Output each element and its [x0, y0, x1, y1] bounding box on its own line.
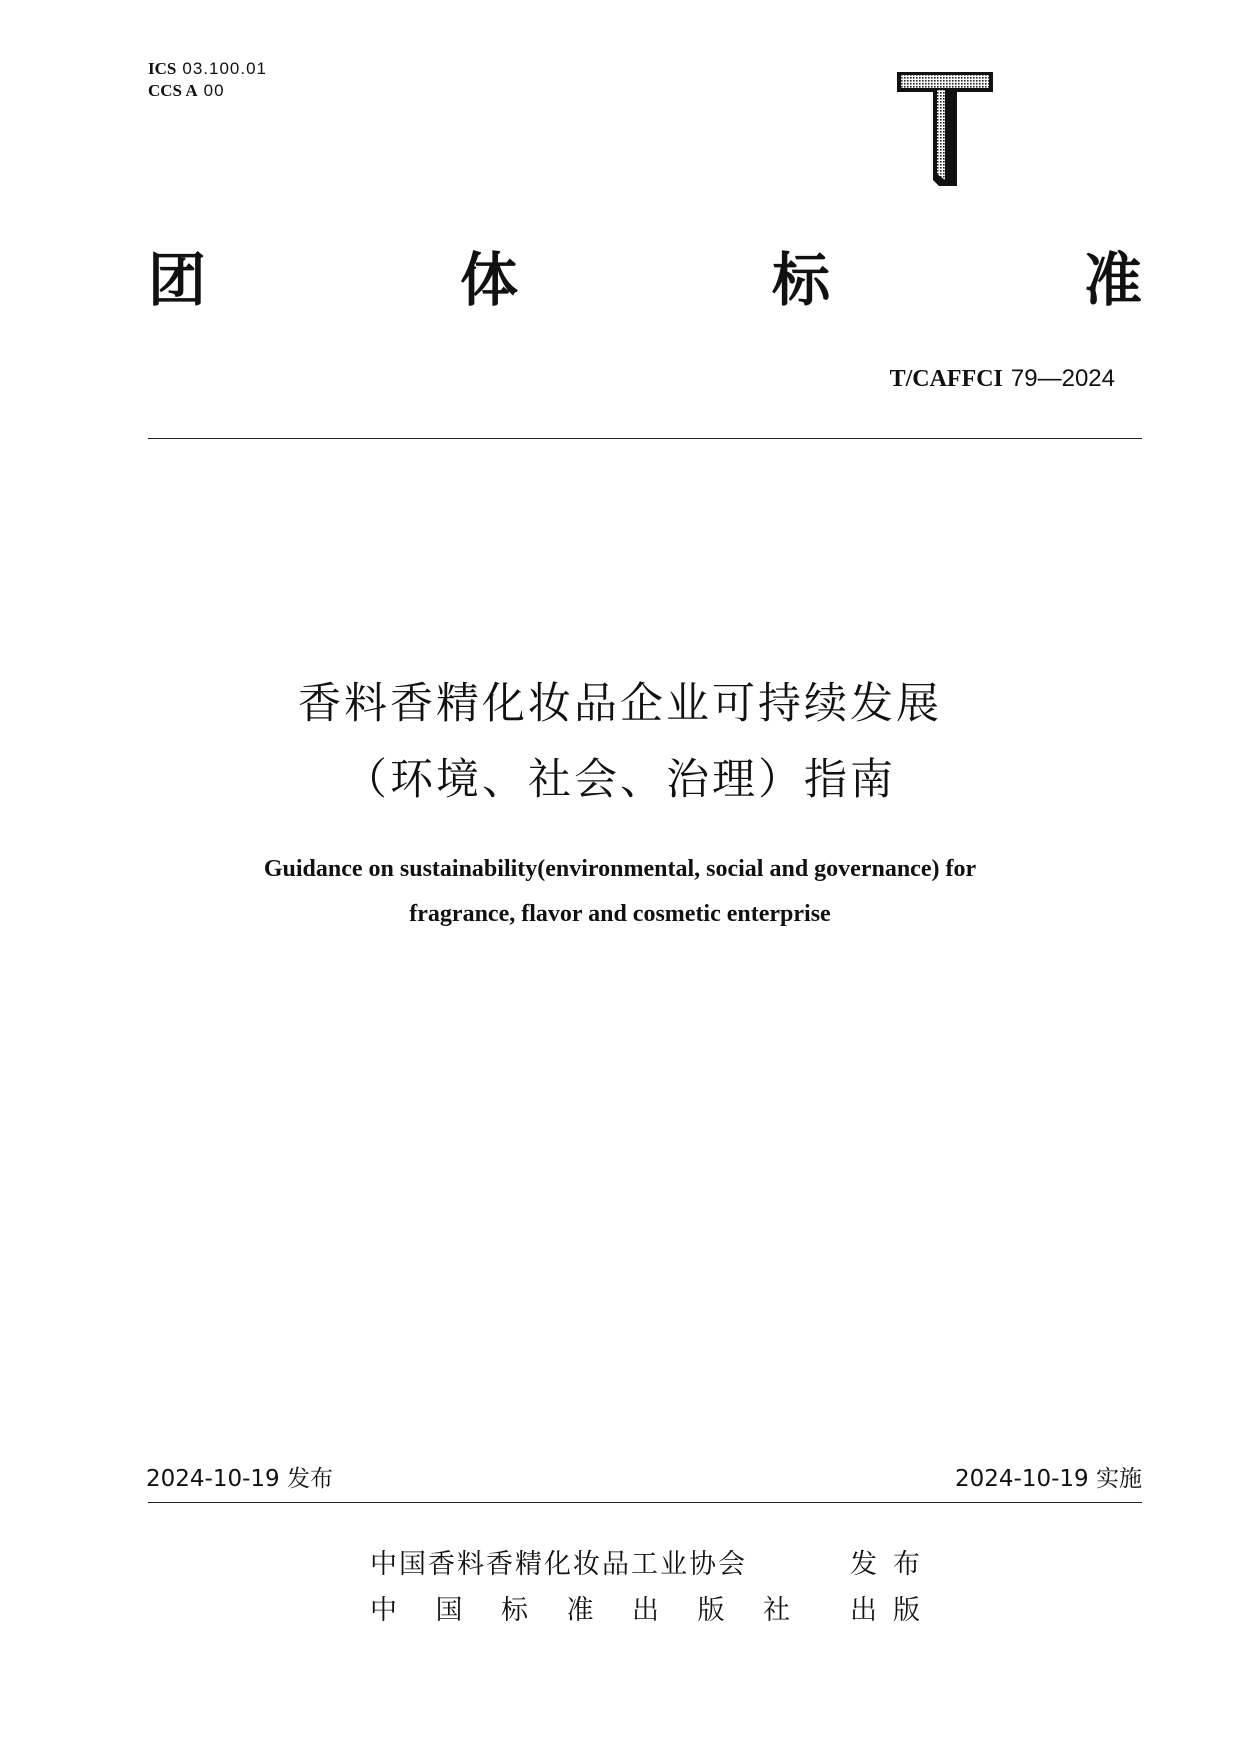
press-role-char: 出	[850, 1595, 877, 1626]
press-role	[850, 1593, 920, 1629]
press-name-char: 标	[501, 1595, 528, 1626]
publisher-name	[370, 1547, 790, 1583]
press-name-char: 国	[435, 1595, 463, 1626]
ccs-code-row	[148, 80, 267, 102]
press-name-char: 版	[697, 1595, 725, 1626]
implementation-date: 2024-10-19 实施	[955, 1466, 1142, 1492]
press-name-char: 准	[566, 1595, 594, 1626]
press-name-char: 出	[632, 1595, 659, 1626]
ics-label: ICS	[148, 59, 177, 78]
standard-number-value: 79—2024	[1010, 365, 1115, 392]
publisher-name-text: 中国香料香精化妆品工业协会	[370, 1549, 747, 1580]
press-name-char: 社	[763, 1595, 790, 1626]
ccs-label: CCS A	[148, 81, 198, 100]
title-cn-line2: （环境、社会、治理）指南	[344, 755, 896, 805]
publisher-role-char: 布	[893, 1549, 920, 1580]
title-cn-line1: 香料香精化妆品企业可持续发展	[298, 679, 942, 729]
standard-type-char: 标	[771, 246, 830, 314]
group-standard-t-logo	[895, 68, 995, 190]
standard-type-char: 准	[1083, 246, 1142, 314]
title-en-line2: fragrance, flavor and cosmetic enterprise	[409, 901, 831, 927]
ics-value: 03.100.01	[182, 59, 267, 78]
issue-date: 2024-10-19 发布	[146, 1466, 333, 1492]
press-name-char: 中	[370, 1595, 397, 1626]
standard-type-char: 团	[148, 246, 207, 314]
top-divider	[148, 438, 1142, 439]
standard-type-heading	[148, 240, 1142, 320]
press-name	[370, 1593, 790, 1629]
press-role-char: 版	[893, 1595, 920, 1626]
publisher-role	[850, 1547, 920, 1583]
ics-code-row	[148, 58, 267, 80]
t-logo-icon	[895, 68, 995, 190]
publisher-role-char: 发	[850, 1549, 877, 1580]
title-en-line1: Guidance on sustainability(environmental, social and governance) for	[263, 856, 977, 882]
standard-type-char: 体	[459, 246, 518, 314]
bottom-divider	[148, 1502, 1142, 1503]
standard-number	[890, 362, 1115, 395]
classification-codes	[148, 58, 267, 102]
ccs-value: 00	[203, 81, 225, 100]
standard-code: T/CAFFCI	[889, 366, 1003, 392]
